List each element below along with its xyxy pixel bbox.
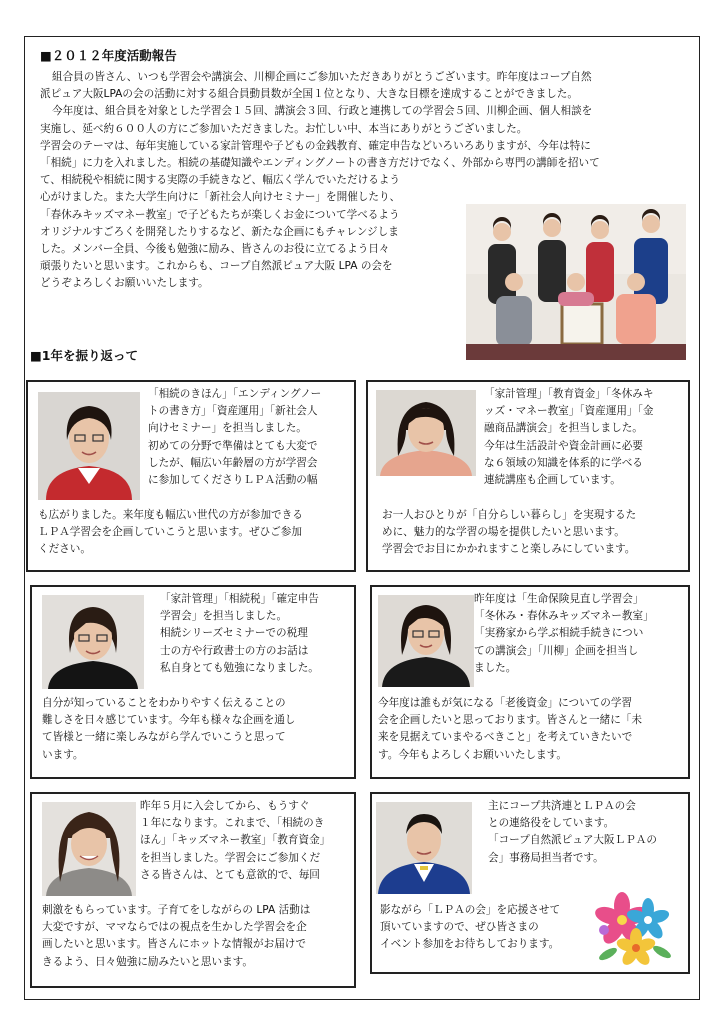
review-heading: ■1年を振り返って (30, 348, 139, 363)
member-line: 融商品講演会」を担当しました。 (484, 422, 643, 435)
member-line: 今年は生活設計や資金計画に必要 (484, 439, 643, 452)
member-photo (38, 392, 140, 500)
member-text-bottom (42, 695, 295, 764)
member-line: ました。 (474, 661, 517, 674)
member-line: ください。 (38, 543, 91, 556)
member-text-bottom (380, 902, 560, 954)
member-text-bottom (382, 507, 636, 559)
report-line: どうぞよろしくお願いいたします。 (40, 277, 209, 290)
member-text-side (484, 386, 654, 489)
member-card (366, 380, 690, 572)
member-line: ＬＰＡ学習会を企画していこうと思います。ぜひご参加 (38, 526, 302, 539)
member-line: トの書き方」「資産運用」「新社会人 (148, 405, 318, 418)
member-text-side (140, 798, 330, 884)
member-line: 刺激をもらっています。子育てをしながらの LPA 活動は (42, 904, 311, 916)
member-line: 連続講座も企画しています。 (484, 474, 621, 487)
member-line: 大変ですが、ママならではの視点を生かした学習会を企 (42, 921, 307, 934)
member-line: 会」事務局担当者です。 (488, 851, 604, 864)
group-photo (466, 204, 686, 360)
member-card (30, 792, 356, 988)
member-line: ッズ・マネー教室」「資産運用」「金 (484, 405, 654, 418)
member-line: イベント参加をお待ちしております。 (380, 938, 560, 951)
report-line: 実施し、延べ約６００人の方にご参加いただきました。お忙しい中、本当にありがとうございました。 (40, 122, 528, 135)
member-line: 「相続のきほん」「エンディングノー (148, 388, 322, 400)
member-line: したが、幅広い年齢層の方が学習会 (148, 456, 318, 469)
member-text-bottom (42, 902, 310, 971)
member-card (26, 380, 356, 572)
member-line: きるよう、日々勉強に励みたいと思います。 (42, 955, 254, 968)
report-line: 組合員の皆さん、いつも学習会や講演会、川柳企画にご参加いただきありがとうございます。昨年度はコープ自然 (52, 71, 592, 83)
member-line: 「家計管理」「教育資金」「冬休みキ (484, 388, 654, 400)
member-text-side (160, 591, 319, 677)
member-photo (378, 595, 474, 687)
member-line: 自分が知っていることをわかりやすく伝えることの (42, 697, 286, 709)
member-line: 「実務家から学ぶ相続手続きについ (474, 627, 644, 640)
member-text-bottom (38, 507, 303, 559)
member-line: 初めての分野で準備はとても大変で (148, 439, 318, 452)
member-text-side (148, 386, 321, 489)
member-card (370, 585, 690, 779)
member-photo (42, 595, 144, 689)
member-line: を担当しました。学習会にご参加くだ (140, 851, 321, 864)
member-line: います。 (42, 748, 84, 761)
member-line: 学習会でお目にかかれますこと楽しみにしています。 (382, 543, 636, 556)
member-line: さる皆さんは、とても意欲的で、毎回 (140, 868, 320, 881)
member-line: めに、魅力的な学習の場を提供したいと思います。 (382, 526, 625, 539)
member-photo (376, 390, 476, 476)
member-line: 主にコープ共済連とＬＰＡの会 (488, 800, 636, 812)
member-line: も広がりました。来年度も幅広い世代の方が参加できる (38, 509, 303, 521)
report-line: 「相続」に力を入れました。相続の基礎知識やエンディングノートの書き方だけでなく、外部から専門の講師を招いて (40, 157, 600, 170)
member-line: 頂いていますので、ぜひ皆さまの (380, 921, 539, 934)
member-text-side (488, 798, 657, 867)
member-line: 学習会」を担当しました。 (160, 610, 288, 623)
member-line: 画したいと思います。皆さんにホットな情報がお届けで (42, 938, 306, 951)
member-text-bottom (378, 695, 642, 764)
report-heading: ■２０１２年度活動報告 (40, 48, 177, 63)
member-line: 私自身とても勉強になりました。 (160, 661, 319, 674)
member-line: 来を見据えていまやるべきこと」を考えていきたいで (378, 731, 633, 744)
flower-illustration (592, 890, 676, 974)
report-line: した。メンバー全員、今後も勉強に励み、皆さんのお役に立てるよう日々 (40, 243, 390, 256)
member-text-side (474, 591, 654, 677)
member-line: 難しさを日々感じています。今年も様々な企画を通し (42, 714, 296, 727)
member-line: て皆様と一緒に楽しみながら学んでいこうと思って (42, 731, 286, 744)
report-line: 頑張りたいと思います。これからも、コープ自然派ピュア大阪 LPA の会を (40, 260, 393, 273)
member-line: 「冬休み・春休みキッズマネー教室」 (474, 610, 654, 623)
report-line: 学習会のテーマは、毎年実施している家計管理や子どもの金銭教育、確定申告などいろいろありますが、今年は特に (40, 139, 591, 152)
member-card (30, 585, 356, 779)
member-line: 「家計管理」「相続税」「確定申告 (160, 593, 319, 605)
member-line: １年になります。これまで、「相続のき (140, 817, 325, 830)
member-line: 「コープ自然派ピュア大阪ＬＰＡの (488, 834, 657, 847)
member-line: との連絡役をしています。 (488, 817, 615, 830)
member-line: 昨年度は「生命保険見直し学習会」 (474, 593, 644, 605)
report-line: て、相続税や相続に関する実際の手続きなど、幅広く学んでいただけるよう (40, 174, 400, 187)
report-line: オリジナルすごろくを開発したりするなど、新たな企画にもチャレンジしま (40, 225, 399, 238)
member-line: 会を企画したいと思っております。皆さんと一緒に「未 (378, 714, 642, 727)
report-line: 「春休みキッズマネー教室」で子どもたちが楽しくお金について学べるよう (40, 208, 400, 221)
member-line: 今年度は誰もが気になる「老後資金」についての学習 (378, 697, 633, 709)
member-line: 昨年５月に入会してから、もうすぐ (140, 800, 310, 812)
member-line: お一人おひとりが「自分らしい暮らし」を実現するた (382, 509, 637, 521)
member-line: す。今年もよろしくお願いいたします。 (378, 748, 567, 761)
member-line: 相続シリーズセミナーでの税理 (160, 627, 308, 640)
report-line: 心がけました。また大学生向けに「新社会人向けセミナー」を開催したり、 (40, 191, 401, 204)
member-line: 向けセミナー」を担当しました。 (148, 422, 307, 435)
member-photo (42, 802, 136, 896)
member-line: 士の方や行政書士の方のお話は (160, 644, 309, 657)
member-line: な６領域の知識を体系的に学べる (484, 456, 643, 469)
member-line: ほん」「キッズマネー教室」「教育資金」 (140, 834, 331, 847)
member-photo (376, 802, 472, 894)
member-line: ての講演会」「川柳」企画を担当し (474, 644, 639, 657)
report-line: 今年度は、組合員を対象とした学習会１５回、講演会３回、行政と連携しての学習会５回、川柳企画、個人相談を (52, 105, 593, 118)
member-line: 影ながら「ＬＰＡの会」を応援させて (380, 904, 561, 916)
member-line: に参加してくださりＬＰＡ活動の幅 (148, 474, 318, 487)
report-line: 派ピュア大阪LPAの会の活動に対する組合員動員数が全国１位となり、大きな目標を達成することができました。 (40, 88, 578, 101)
